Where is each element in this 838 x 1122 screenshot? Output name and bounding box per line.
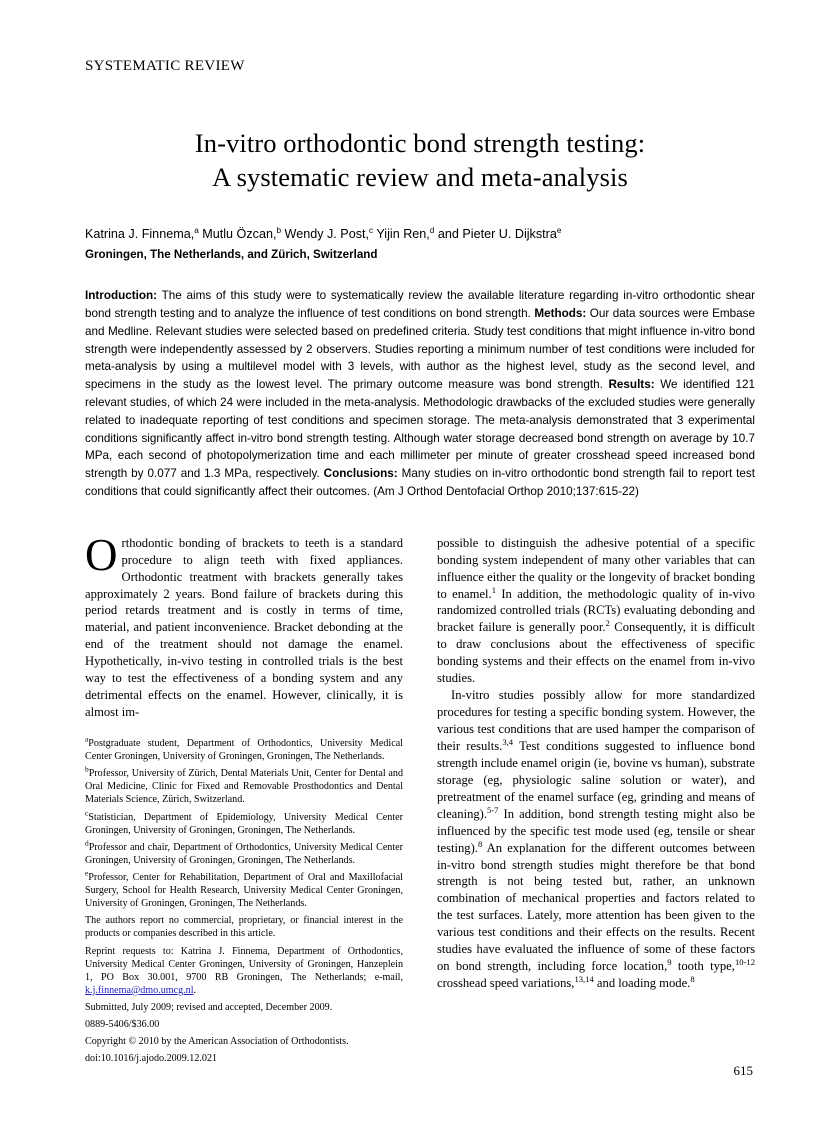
citation-ref-5-7[interactable]: 5-7 xyxy=(487,804,499,815)
abstract-conclusions-label: Conclusions: xyxy=(323,467,398,481)
affiliation-cities: Groningen, The Netherlands, and Zürich, Switzerland xyxy=(85,248,378,262)
footnote-c xyxy=(85,808,403,837)
abstract-methods-label: Methods: xyxy=(534,307,587,321)
page-content xyxy=(85,58,755,1069)
right-paragraph-2-part-b: Test conditions suggested to influence bond strength include enamel origin (ie, bovine vs human), substrate storage (eg, physiologic saline solution or water), and pretreatment of the enamel surface (eg, grinding and means of cleaning). xyxy=(437,738,755,821)
right-paragraph-2-part-g: and loading mode. xyxy=(593,976,691,991)
author-1: Katrina J. Finnema, xyxy=(85,226,195,241)
citation-ref-8b[interactable]: 8 xyxy=(690,973,695,984)
reprint-requests-text: Reprint requests to: Katrina J. Finnema, Department of Orthodontics, University Medical Center Groningen, University of Groningen, Hanzeplein 1, PO Box 30.001, 9700 RB Groningen, The Netherlands; e-mail, xyxy=(85,945,403,983)
right-paragraph-1 xyxy=(437,535,755,687)
opening-paragraph xyxy=(85,529,403,721)
footnote-e xyxy=(85,868,403,910)
submitted-dates: Submitted, July 2009; revised and accepted, December 2009. xyxy=(85,1001,333,1013)
abstract-results-label: Results: xyxy=(608,378,655,392)
footnote-e-marker: e xyxy=(85,868,89,878)
right-paragraph-2-part-c: In addition, bond strength testing might also be influenced by the specific test mode used (eg, tensile or shear testing). xyxy=(437,806,755,855)
footnote-c-marker: c xyxy=(85,808,89,818)
citation-ref-13-14[interactable]: 13,14 xyxy=(574,973,594,984)
footnote-a-text: Postgraduate student, Department of Orthodontics, University Medical Center Groningen, University of Groningen, Groningen, The Netherlands. xyxy=(85,738,403,763)
reprint-requests-period: . xyxy=(193,984,197,996)
author-5: and Pieter U. Dijkstra xyxy=(434,226,557,241)
abstract-results-text: We identified 121 relevant studies, of which 24 were included in the meta-analysis. Methodologic drawbacks of the excluded studies were generally related to inadequate reporting of test conditions and specimen storage. The meta-analysis demonstrated that 3 experimental conditions significantly affect in-vitro bond strength testing. Although water storage decreased bond strength on average by 10.7 MPa, each second of photopolymerization time and each millimeter per minute of greater crosshead speed increased bond strength by 0.077 and 1.3 MPa, respectively. xyxy=(85,378,755,481)
title-line-2: A systematic review and meta-analysis xyxy=(212,161,628,192)
title-line-1: In-vitro orthodontic bond strength testing: xyxy=(194,128,646,158)
citation-ref-1[interactable]: 1 xyxy=(491,584,496,595)
author-2-marker: b xyxy=(276,225,282,235)
abstract-conclusions-text: Many studies on in-vitro orthodontic bond strength fail to report test conditions that could significantly affect their outcomes. (Am J Orthod Dentofacial Orthop 2010;137:615-22) xyxy=(85,467,756,498)
footnote-d-text: Professor and chair, Department of Orthodontics, University Medical Center Groningen, University of Groningen, Groningen, The Netherlands. xyxy=(85,841,403,866)
right-paragraph-2 xyxy=(437,687,755,992)
abstract-methods-text: Our data sources were Embase and Medline. Relevant studies were selected based on predefined criteria. Study test conditions that might influence in-vitro bond strength were independently assessed by 2 observers. Studies reporting a minimum number of test conditions were included for meta-analysis by using a multilevel model with 3 levels, with author as the highest level, study as the second level, and specimens in the study as the lowest level. The primary outcome measure was bond strength. xyxy=(85,307,755,392)
doi-line: doi:10.1016/j.ajodo.2009.12.021 xyxy=(85,1053,218,1065)
abstract xyxy=(85,287,755,500)
page-title xyxy=(85,127,755,195)
footnote-b xyxy=(85,764,403,806)
abstract-introduction-label: Introduction: xyxy=(85,289,158,303)
footnote-a-marker: a xyxy=(85,734,89,744)
drop-cap: O xyxy=(85,529,118,580)
citation-ref-8[interactable]: 8 xyxy=(477,838,483,849)
article-type-kicker: SYSTEMATIC REVIEW xyxy=(85,58,245,74)
footnote-d-marker: d xyxy=(85,838,89,848)
author-3: Wendy J. Post, xyxy=(281,226,369,241)
two-column-body xyxy=(85,529,755,1070)
citation-ref-9[interactable]: 9 xyxy=(667,956,672,967)
right-column-text xyxy=(437,535,755,992)
footnote-b-marker: b xyxy=(85,764,89,774)
footnote-c-text: Statistician, Department of Epidemiology, University Medical Center Groningen, University of Groningen, Groningen, The Netherlands. xyxy=(85,811,403,836)
abstract-introduction-text: The aims of this study were to systematically review the available literature regarding in-vitro orthodontic shear bond strength testing and to analyze the influence of test conditions on bond strength. xyxy=(85,289,755,321)
opening-paragraph-text: rthodontic bonding of brackets to teeth is a standard procedure to align teeth with fixed appliances. Orthodontic treatment with brackets generally takes approximately 2 years. Bond failure of brackets during this period retards treatment and is costly in terms of time, material, and patient inconvenience. Bracket debonding at the end of the treatment should not damage the enamel. Hypothetically, in-vivo testing in controlled trials is the best way to test the effectiveness of a bonding system and any detrimental effects on the enamel. However, clinically, it is almost im- xyxy=(85,535,403,720)
author-2: Mutlu Özcan, xyxy=(198,226,277,241)
citation-ref-10-12[interactable]: 10-12 xyxy=(734,956,755,967)
copyright-line: Copyright © 2010 by the American Association of Orthodontists. xyxy=(85,1036,349,1048)
right-paragraph-1-part-a: possible to distinguish the adhesive potential of a specific bonding system independent of many other variables that can influence either the quality or the longevity of bracket bonding to enamel. xyxy=(437,535,755,601)
author-4-marker: d xyxy=(429,225,435,235)
citation-ref-2[interactable]: 2 xyxy=(605,618,610,629)
author-4: Yijin Ren, xyxy=(373,226,430,241)
footnote-a xyxy=(85,734,403,763)
right-paragraph-2-part-a: In-vitro studies possibly allow for more standardized procedures for testing a specific bonding system. However, the various test conditions that are used hamper the comparison of their results. xyxy=(437,688,755,753)
footnote-e-text: Professor, Center for Rehabilitation, Department of Oral and Maxillofacial Surgery, School for Health Research, University Medical Center Groningen, University of Groningen, Groningen, The Netherlands. xyxy=(85,872,403,910)
conflict-statement: The authors report no commercial, proprietary, or financial interest in the products or companies described in this article. xyxy=(85,915,403,940)
issn-line: 0889-5406/$36.00 xyxy=(85,1019,160,1031)
author-list xyxy=(85,225,755,245)
contact-email-link[interactable]: k.j.finnema@dmo.umcg.nl xyxy=(85,984,194,996)
right-paragraph-2-part-f: crosshead speed variations, xyxy=(437,976,575,991)
right-paragraph-1-part-c: Consequently, it is difficult to draw conclusions about the effectiveness of specific bonding systems and their effects on the enamel from in-vivo studies. xyxy=(437,620,755,686)
footnote-b-text: Professor, University of Zürich, Dental Materials Unit, Center for Dental and Oral Medicine, Clinic for Fixed and Removable Prosthodontics and Dental Materials Science, Zürich, Switzerland. xyxy=(85,768,403,806)
author-5-marker: e xyxy=(556,225,562,235)
right-column xyxy=(437,535,755,1070)
page-number: 615 xyxy=(733,1063,753,1078)
right-paragraph-2-part-e: tooth type, xyxy=(671,959,735,974)
right-paragraph-2-part-d: An explanation for the different outcomes between in-vitro bond strength studies might therefore be that bond strength is not being tested but, rather, an unknown combination of mechanical properties and factors related to the test surfaces. Lately, more attention has been given to the various test conditions and their effects on the results. Recent studies have evaluated the influence of some of these factors on bond strength, including force location, xyxy=(437,840,755,974)
citation-ref-3-4[interactable]: 3,4 xyxy=(502,736,514,747)
right-paragraph-1-part-b: In addition, the methodologic quality of in-vivo randomized controlled trials (RCTs) evaluating debonding and bracket failure is generally poor. xyxy=(437,586,755,635)
author-1-marker: a xyxy=(194,225,199,235)
footnotes-block xyxy=(85,734,403,1065)
left-column xyxy=(85,529,403,1070)
footnote-d xyxy=(85,838,403,867)
reprint-requests xyxy=(85,945,403,997)
left-column-text xyxy=(85,529,403,721)
author-3-marker: c xyxy=(369,225,374,235)
